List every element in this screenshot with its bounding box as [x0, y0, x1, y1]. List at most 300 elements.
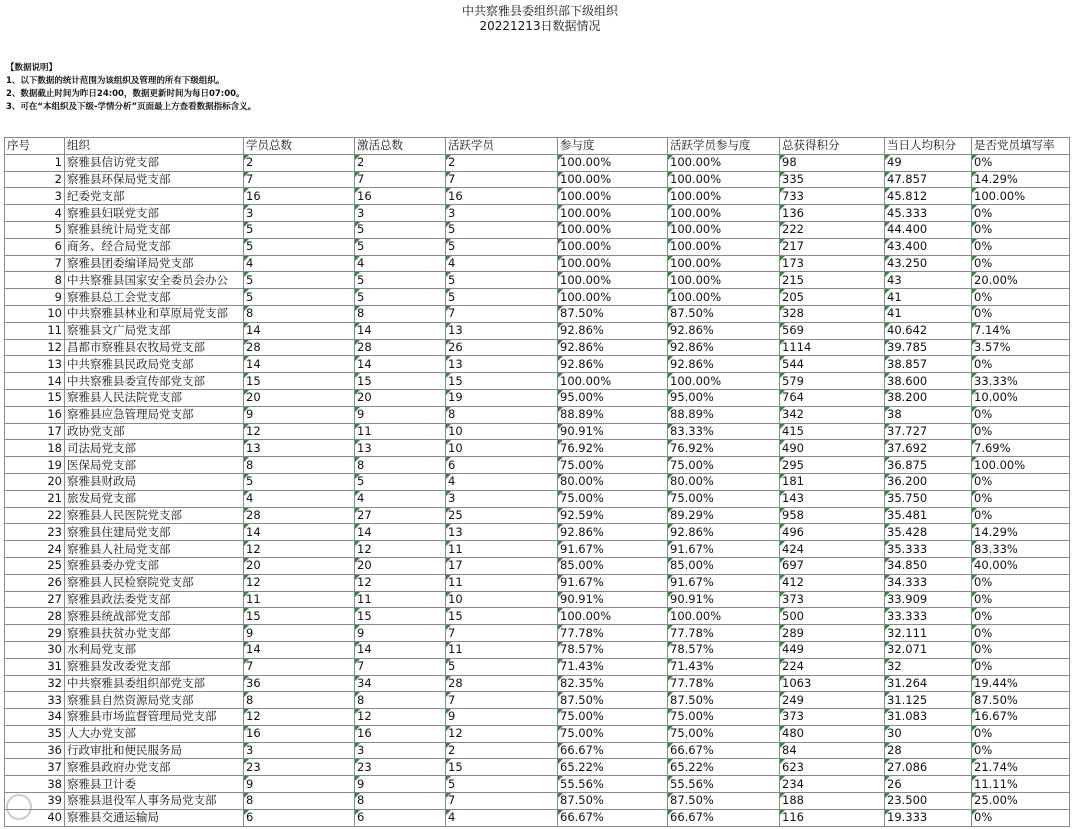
- table-cell[interactable]: 察雅县信访党支部: [65, 154, 244, 171]
- table-cell[interactable]: 5: [446, 289, 558, 306]
- table-cell[interactable]: 2: [355, 154, 446, 171]
- table-cell[interactable]: 66.67%: [558, 809, 668, 826]
- table-cell[interactable]: 215: [780, 272, 885, 289]
- table-cell[interactable]: 0%: [972, 473, 1070, 490]
- table-cell[interactable]: 75.00%: [668, 709, 780, 726]
- table-cell[interactable]: 0%: [972, 742, 1070, 759]
- table-cell[interactable]: 9: [355, 776, 446, 793]
- table-cell[interactable]: 234: [780, 776, 885, 793]
- table-cell[interactable]: 5: [244, 238, 355, 255]
- table-cell[interactable]: 34.850: [885, 557, 972, 574]
- table-cell[interactable]: 38.857: [885, 356, 972, 373]
- table-cell[interactable]: 87.50%: [668, 692, 780, 709]
- table-cell[interactable]: 1063: [780, 675, 885, 692]
- table-cell[interactable]: 84: [780, 742, 885, 759]
- table-cell[interactable]: 中共察雅县委宣传部党支部: [65, 373, 244, 390]
- table-cell[interactable]: 36: [5, 742, 65, 759]
- table-cell[interactable]: 87.50%: [558, 692, 668, 709]
- table-cell[interactable]: 37: [5, 759, 65, 776]
- table-cell[interactable]: 13: [446, 356, 558, 373]
- table-cell[interactable]: 0%: [972, 205, 1070, 222]
- table-cell[interactable]: 217: [780, 238, 885, 255]
- table-cell[interactable]: 7: [446, 171, 558, 188]
- table-cell[interactable]: 23.500: [885, 793, 972, 810]
- table-cell[interactable]: 490: [780, 440, 885, 457]
- table-cell[interactable]: 480: [780, 725, 885, 742]
- table-cell[interactable]: 100.00%: [668, 205, 780, 222]
- table-cell[interactable]: 13: [244, 440, 355, 457]
- table-cell[interactable]: 5: [355, 238, 446, 255]
- table-cell[interactable]: 医保局党支部: [65, 457, 244, 474]
- table-cell[interactable]: 15: [5, 389, 65, 406]
- table-cell[interactable]: 33.33%: [972, 373, 1070, 390]
- table-cell[interactable]: 3.57%: [972, 339, 1070, 356]
- table-cell[interactable]: 5: [446, 272, 558, 289]
- table-cell[interactable]: 43: [885, 272, 972, 289]
- column-header[interactable]: 组织: [65, 138, 244, 155]
- table-cell[interactable]: 0%: [972, 591, 1070, 608]
- table-cell[interactable]: 41: [885, 289, 972, 306]
- table-cell[interactable]: 224: [780, 658, 885, 675]
- table-cell[interactable]: 0%: [972, 238, 1070, 255]
- table-cell[interactable]: 0%: [972, 356, 1070, 373]
- table-cell[interactable]: 697: [780, 557, 885, 574]
- table-cell[interactable]: 100.00%: [668, 188, 780, 205]
- table-cell[interactable]: 14: [244, 524, 355, 541]
- table-cell[interactable]: 察雅县政府办党支部: [65, 759, 244, 776]
- table-cell[interactable]: 0%: [972, 406, 1070, 423]
- table-cell[interactable]: 15: [244, 608, 355, 625]
- table-cell[interactable]: 0%: [972, 574, 1070, 591]
- table-cell[interactable]: 100.00%: [558, 154, 668, 171]
- table-cell[interactable]: 87.50%: [668, 793, 780, 810]
- table-cell[interactable]: 65.22%: [558, 759, 668, 776]
- table-cell[interactable]: 15: [446, 373, 558, 390]
- table-cell[interactable]: 察雅县发改委党支部: [65, 658, 244, 675]
- table-cell[interactable]: 40.642: [885, 322, 972, 339]
- table-cell[interactable]: 3: [244, 205, 355, 222]
- table-cell[interactable]: 10: [446, 423, 558, 440]
- table-cell[interactable]: 100.00%: [558, 171, 668, 188]
- table-cell[interactable]: 37.692: [885, 440, 972, 457]
- table-cell[interactable]: 20: [355, 557, 446, 574]
- column-header[interactable]: 是否党员填写率: [972, 138, 1070, 155]
- table-cell[interactable]: 424: [780, 541, 885, 558]
- table-cell[interactable]: 19: [446, 389, 558, 406]
- table-cell[interactable]: 16: [355, 725, 446, 742]
- table-cell[interactable]: 87.50%: [558, 793, 668, 810]
- table-cell[interactable]: 80.00%: [558, 473, 668, 490]
- table-cell[interactable]: 100.00%: [558, 255, 668, 272]
- table-cell[interactable]: 察雅县扶贫办党支部: [65, 625, 244, 642]
- table-cell[interactable]: 34.333: [885, 574, 972, 591]
- table-cell[interactable]: 28: [5, 608, 65, 625]
- table-cell[interactable]: 中共察雅县委组织部党支部: [65, 675, 244, 692]
- table-cell[interactable]: 察雅县政法委党支部: [65, 591, 244, 608]
- table-cell[interactable]: 8: [244, 305, 355, 322]
- table-cell[interactable]: 察雅县市场监督管理局党支部: [65, 709, 244, 726]
- table-cell[interactable]: 342: [780, 406, 885, 423]
- table-cell[interactable]: 4: [446, 473, 558, 490]
- table-cell[interactable]: 14: [244, 322, 355, 339]
- table-cell[interactable]: 3: [5, 188, 65, 205]
- table-cell[interactable]: 12: [355, 709, 446, 726]
- table-cell[interactable]: 36.875: [885, 457, 972, 474]
- table-cell[interactable]: 9: [244, 625, 355, 642]
- table-cell[interactable]: 17: [5, 423, 65, 440]
- table-cell[interactable]: 4: [244, 255, 355, 272]
- table-cell[interactable]: 78.57%: [668, 641, 780, 658]
- table-cell[interactable]: 32: [5, 675, 65, 692]
- column-header[interactable]: 激活总数: [355, 138, 446, 155]
- table-cell[interactable]: 7: [446, 305, 558, 322]
- column-header[interactable]: 参与度: [558, 138, 668, 155]
- table-cell[interactable]: 5: [446, 238, 558, 255]
- table-cell[interactable]: 181: [780, 473, 885, 490]
- table-cell[interactable]: 100.00%: [668, 221, 780, 238]
- table-cell[interactable]: 28: [355, 339, 446, 356]
- table-cell[interactable]: 544: [780, 356, 885, 373]
- table-cell[interactable]: 1114: [780, 339, 885, 356]
- table-cell[interactable]: 32.111: [885, 625, 972, 642]
- table-cell[interactable]: 23: [244, 759, 355, 776]
- table-cell[interactable]: 0%: [972, 658, 1070, 675]
- table-cell[interactable]: 91.67%: [668, 541, 780, 558]
- table-cell[interactable]: 47.857: [885, 171, 972, 188]
- table-cell[interactable]: 5: [244, 289, 355, 306]
- table-cell[interactable]: 6: [244, 809, 355, 826]
- table-cell[interactable]: 764: [780, 389, 885, 406]
- table-cell[interactable]: 289: [780, 625, 885, 642]
- table-cell[interactable]: 100.00%: [972, 457, 1070, 474]
- table-cell[interactable]: 82.35%: [558, 675, 668, 692]
- table-cell[interactable]: 100.00%: [668, 238, 780, 255]
- table-cell[interactable]: 39.785: [885, 339, 972, 356]
- table-cell[interactable]: 16.67%: [972, 709, 1070, 726]
- table-cell[interactable]: 26: [5, 574, 65, 591]
- table-cell[interactable]: 7: [446, 625, 558, 642]
- table-cell[interactable]: 100.00%: [558, 238, 668, 255]
- table-cell[interactable]: 31: [5, 658, 65, 675]
- table-cell[interactable]: 8: [355, 692, 446, 709]
- table-cell[interactable]: 4: [355, 255, 446, 272]
- table-cell[interactable]: 察雅县统计局党支部: [65, 221, 244, 238]
- table-cell[interactable]: 30: [5, 641, 65, 658]
- table-cell[interactable]: 16: [244, 725, 355, 742]
- table-cell[interactable]: 8: [244, 793, 355, 810]
- table-cell[interactable]: 7: [244, 658, 355, 675]
- table-cell[interactable]: 9: [5, 289, 65, 306]
- table-cell[interactable]: 87.50%: [972, 692, 1070, 709]
- table-cell[interactable]: 2: [446, 154, 558, 171]
- table-cell[interactable]: 察雅县财政局: [65, 473, 244, 490]
- table-cell[interactable]: 10: [5, 305, 65, 322]
- table-cell[interactable]: 14: [355, 322, 446, 339]
- table-cell[interactable]: 6: [5, 238, 65, 255]
- table-cell[interactable]: 25: [5, 557, 65, 574]
- table-cell[interactable]: 92.59%: [558, 507, 668, 524]
- table-cell[interactable]: 4: [446, 809, 558, 826]
- table-cell[interactable]: 100.00%: [558, 373, 668, 390]
- table-cell[interactable]: 6: [446, 457, 558, 474]
- table-cell[interactable]: 7.69%: [972, 440, 1070, 457]
- table-cell[interactable]: 733: [780, 188, 885, 205]
- table-cell[interactable]: 500: [780, 608, 885, 625]
- table-cell[interactable]: 察雅县交通运输局: [65, 809, 244, 826]
- table-cell[interactable]: 18: [5, 440, 65, 457]
- table-cell[interactable]: 26: [885, 776, 972, 793]
- table-cell[interactable]: 75.00%: [558, 490, 668, 507]
- table-cell[interactable]: 76.92%: [558, 440, 668, 457]
- table-cell[interactable]: 66.67%: [668, 809, 780, 826]
- table-cell[interactable]: 66.67%: [558, 742, 668, 759]
- table-cell[interactable]: 12: [5, 339, 65, 356]
- table-cell[interactable]: 13: [355, 440, 446, 457]
- table-cell[interactable]: 100.00%: [558, 205, 668, 222]
- table-cell[interactable]: 11: [446, 574, 558, 591]
- table-cell[interactable]: 9: [244, 776, 355, 793]
- table-cell[interactable]: 95.00%: [558, 389, 668, 406]
- table-cell[interactable]: 12: [244, 541, 355, 558]
- table-cell[interactable]: 行政审批和便民服务局: [65, 742, 244, 759]
- table-cell[interactable]: 26: [446, 339, 558, 356]
- table-cell[interactable]: 19.44%: [972, 675, 1070, 692]
- table-cell[interactable]: 85.00%: [668, 557, 780, 574]
- table-cell[interactable]: 21: [5, 490, 65, 507]
- table-cell[interactable]: 87.50%: [558, 305, 668, 322]
- table-cell[interactable]: 13: [446, 322, 558, 339]
- table-cell[interactable]: 14: [244, 356, 355, 373]
- table-cell[interactable]: 15: [446, 608, 558, 625]
- table-cell[interactable]: 45.812: [885, 188, 972, 205]
- table-cell[interactable]: 11: [446, 641, 558, 658]
- table-cell[interactable]: 27: [355, 507, 446, 524]
- table-cell[interactable]: 0%: [972, 255, 1070, 272]
- table-cell[interactable]: 0%: [972, 641, 1070, 658]
- table-cell[interactable]: 88.89%: [668, 406, 780, 423]
- table-cell[interactable]: 12: [355, 574, 446, 591]
- table-cell[interactable]: 91.67%: [558, 541, 668, 558]
- table-cell[interactable]: 14: [355, 356, 446, 373]
- table-cell[interactable]: 66.67%: [668, 742, 780, 759]
- table-cell[interactable]: 39: [5, 793, 65, 810]
- table-cell[interactable]: 中共察雅县国家安全委员会办公: [65, 272, 244, 289]
- table-cell[interactable]: 100.00%: [668, 608, 780, 625]
- table-cell[interactable]: 33: [5, 692, 65, 709]
- table-cell[interactable]: 察雅县统战部党支部: [65, 608, 244, 625]
- table-cell[interactable]: 91.67%: [558, 574, 668, 591]
- table-cell[interactable]: 司法局党支部: [65, 440, 244, 457]
- table-cell[interactable]: 25.00%: [972, 793, 1070, 810]
- table-cell[interactable]: 38: [885, 406, 972, 423]
- table-cell[interactable]: 415: [780, 423, 885, 440]
- table-cell[interactable]: 3: [355, 742, 446, 759]
- table-cell[interactable]: 昌都市察雅县农牧局党支部: [65, 339, 244, 356]
- table-cell[interactable]: 89.29%: [668, 507, 780, 524]
- table-cell[interactable]: 15: [244, 373, 355, 390]
- table-cell[interactable]: 5: [5, 221, 65, 238]
- table-cell[interactable]: 92.86%: [558, 356, 668, 373]
- table-cell[interactable]: 35.428: [885, 524, 972, 541]
- table-cell[interactable]: 0%: [972, 608, 1070, 625]
- table-cell[interactable]: 16: [355, 188, 446, 205]
- table-cell[interactable]: 8: [5, 272, 65, 289]
- table-cell[interactable]: 116: [780, 809, 885, 826]
- table-cell[interactable]: 92.86%: [558, 339, 668, 356]
- table-cell[interactable]: 5: [446, 776, 558, 793]
- table-cell[interactable]: 察雅县委办党支部: [65, 557, 244, 574]
- table-cell[interactable]: 11.11%: [972, 776, 1070, 793]
- table-cell[interactable]: 11: [355, 591, 446, 608]
- table-cell[interactable]: 958: [780, 507, 885, 524]
- table-cell[interactable]: 328: [780, 305, 885, 322]
- table-cell[interactable]: 15: [446, 759, 558, 776]
- table-cell[interactable]: 12: [244, 423, 355, 440]
- table-cell[interactable]: 5: [355, 272, 446, 289]
- table-cell[interactable]: 87.50%: [668, 305, 780, 322]
- table-cell[interactable]: 100.00%: [668, 154, 780, 171]
- table-cell[interactable]: 35: [5, 725, 65, 742]
- table-cell[interactable]: 察雅县文广局党支部: [65, 322, 244, 339]
- table-cell[interactable]: 2: [446, 742, 558, 759]
- table-cell[interactable]: 75.00%: [668, 457, 780, 474]
- table-cell[interactable]: 373: [780, 591, 885, 608]
- table-cell[interactable]: 222: [780, 221, 885, 238]
- table-cell[interactable]: 71.43%: [558, 658, 668, 675]
- table-cell[interactable]: 30: [885, 725, 972, 742]
- table-cell[interactable]: 83.33%: [668, 423, 780, 440]
- table-cell[interactable]: 14: [355, 524, 446, 541]
- table-cell[interactable]: 100.00%: [668, 171, 780, 188]
- table-cell[interactable]: 17: [446, 557, 558, 574]
- table-cell[interactable]: 40.00%: [972, 557, 1070, 574]
- table-cell[interactable]: 15: [355, 373, 446, 390]
- table-cell[interactable]: 100.00%: [972, 188, 1070, 205]
- table-cell[interactable]: 7: [446, 793, 558, 810]
- table-cell[interactable]: 中共察雅县民政局党支部: [65, 356, 244, 373]
- table-cell[interactable]: 8: [446, 406, 558, 423]
- table-cell[interactable]: 2: [244, 154, 355, 171]
- table-cell[interactable]: 38: [5, 776, 65, 793]
- column-header[interactable]: 活跃学员参与度: [668, 138, 780, 155]
- table-cell[interactable]: 人大办党支部: [65, 725, 244, 742]
- table-cell[interactable]: 75.00%: [558, 709, 668, 726]
- table-cell[interactable]: 205: [780, 289, 885, 306]
- table-cell[interactable]: 29: [5, 625, 65, 642]
- table-cell[interactable]: 85.00%: [558, 557, 668, 574]
- table-cell[interactable]: 92.86%: [558, 322, 668, 339]
- column-header[interactable]: 活跃学员: [446, 138, 558, 155]
- table-cell[interactable]: 8: [244, 692, 355, 709]
- column-header[interactable]: 序号: [5, 138, 65, 155]
- table-cell[interactable]: 察雅县总工会党支部: [65, 289, 244, 306]
- table-cell[interactable]: 11: [355, 423, 446, 440]
- table-cell[interactable]: 政协党支部: [65, 423, 244, 440]
- table-cell[interactable]: 12: [244, 574, 355, 591]
- table-cell[interactable]: 31.264: [885, 675, 972, 692]
- table-cell[interactable]: 20: [244, 557, 355, 574]
- table-cell[interactable]: 旅发局党支部: [65, 490, 244, 507]
- table-cell[interactable]: 14.29%: [972, 171, 1070, 188]
- table-cell[interactable]: 4: [446, 255, 558, 272]
- table-cell[interactable]: 90.91%: [668, 591, 780, 608]
- table-cell[interactable]: 察雅县自然资源局党支部: [65, 692, 244, 709]
- table-cell[interactable]: 3: [244, 742, 355, 759]
- table-cell[interactable]: 71.43%: [668, 658, 780, 675]
- table-cell[interactable]: 188: [780, 793, 885, 810]
- table-cell[interactable]: 16: [5, 406, 65, 423]
- table-cell[interactable]: 27.086: [885, 759, 972, 776]
- table-cell[interactable]: 0%: [972, 625, 1070, 642]
- table-cell[interactable]: 100.00%: [558, 221, 668, 238]
- table-cell[interactable]: 40: [5, 809, 65, 826]
- table-cell[interactable]: 9: [446, 709, 558, 726]
- table-cell[interactable]: 0%: [972, 305, 1070, 322]
- table-cell[interactable]: 24: [5, 541, 65, 558]
- table-cell[interactable]: 100.00%: [558, 289, 668, 306]
- table-cell[interactable]: 373: [780, 709, 885, 726]
- table-cell[interactable]: 28: [446, 675, 558, 692]
- table-cell[interactable]: 136: [780, 205, 885, 222]
- table-cell[interactable]: 7.14%: [972, 322, 1070, 339]
- table-cell[interactable]: 32: [885, 658, 972, 675]
- table-cell[interactable]: 33.333: [885, 608, 972, 625]
- table-cell[interactable]: 察雅县卫计委: [65, 776, 244, 793]
- table-cell[interactable]: 14: [244, 641, 355, 658]
- table-cell[interactable]: 28: [885, 742, 972, 759]
- table-cell[interactable]: 32.071: [885, 641, 972, 658]
- table-cell[interactable]: 9: [355, 625, 446, 642]
- table-cell[interactable]: 察雅县应急管理局党支部: [65, 406, 244, 423]
- table-cell[interactable]: 5: [355, 221, 446, 238]
- table-cell[interactable]: 5: [244, 272, 355, 289]
- table-cell[interactable]: 6: [355, 809, 446, 826]
- table-cell[interactable]: 100.00%: [668, 373, 780, 390]
- table-cell[interactable]: 75.00%: [558, 725, 668, 742]
- table-cell[interactable]: 43.250: [885, 255, 972, 272]
- table-cell[interactable]: 75.00%: [558, 457, 668, 474]
- table-cell[interactable]: 水利局党支部: [65, 641, 244, 658]
- table-cell[interactable]: 8: [355, 305, 446, 322]
- table-cell[interactable]: 28: [244, 507, 355, 524]
- table-cell[interactable]: 12: [355, 541, 446, 558]
- table-cell[interactable]: 中共察雅县林业和草原局党支部: [65, 305, 244, 322]
- table-cell[interactable]: 83.33%: [972, 541, 1070, 558]
- table-cell[interactable]: 5: [244, 221, 355, 238]
- table-cell[interactable]: 92.86%: [668, 322, 780, 339]
- table-cell[interactable]: 49: [885, 154, 972, 171]
- table-cell[interactable]: 27: [5, 591, 65, 608]
- table-cell[interactable]: 100.00%: [558, 188, 668, 205]
- table-cell[interactable]: 78.57%: [558, 641, 668, 658]
- table-cell[interactable]: 察雅县环保局党支部: [65, 171, 244, 188]
- table-cell[interactable]: 98: [780, 154, 885, 171]
- table-cell[interactable]: 15: [355, 608, 446, 625]
- table-cell[interactable]: 8: [244, 457, 355, 474]
- table-cell[interactable]: 36: [244, 675, 355, 692]
- table-cell[interactable]: 14: [355, 641, 446, 658]
- table-cell[interactable]: 92.86%: [668, 356, 780, 373]
- table-cell[interactable]: 4: [5, 205, 65, 222]
- table-cell[interactable]: 10: [446, 440, 558, 457]
- table-cell[interactable]: 4: [355, 490, 446, 507]
- table-cell[interactable]: 34: [5, 709, 65, 726]
- table-cell[interactable]: 90.91%: [558, 591, 668, 608]
- table-cell[interactable]: 12: [244, 709, 355, 726]
- table-cell[interactable]: 33.909: [885, 591, 972, 608]
- table-cell[interactable]: 75.00%: [668, 725, 780, 742]
- table-cell[interactable]: 38.200: [885, 389, 972, 406]
